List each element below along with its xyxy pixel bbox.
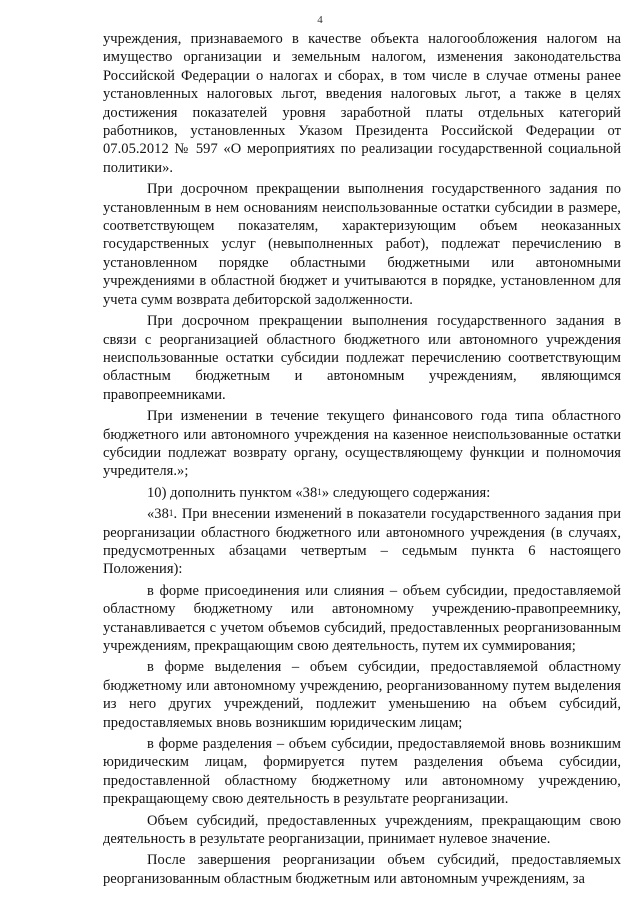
item-10-superscript: 1 [317, 486, 322, 497]
clause-38-1-text-before: «38 [147, 506, 169, 523]
document-body [103, 30, 621, 891]
item-10-text-after: » следующего содержания: [321, 484, 491, 501]
paragraph-reorganization-termination: При досрочном прекращении выполнения государственного задания в связи с реорганизацией областного бюджетного или автономного учреждения неиспользованные остатки субсидии подлежат перечислению соответствующим областным бюджетным и автономным учреждениям, являющимся правопреемниками. [103, 313, 621, 403]
paragraph-clause-38-1 [103, 505, 621, 579]
clause-38-1-superscript: 1 [168, 508, 174, 519]
paragraph-item-10 [103, 484, 621, 502]
page-number: 4 [317, 14, 323, 26]
paragraph-continuation: учреждения, признаваемого в качестве объекта налогообложения налогом на имущество организации и земельным налогом, изменения законодательства Российской Федерации о налогах и сборах, в том числе в случае отмены ранее установленных налоговых льгот, введения налоговых льгот, а также в целях достижения показателей уровня заработной платы отдельных категорий работников, установленных Указом Президента Российской Федерации от 07.05.2012 № 597 «О мероприятиях по реализации государственной социальной политики». [103, 31, 621, 176]
paragraph-zero-value: Объем субсидий, предоставленных учреждениям, прекращающим свою деятельность в результате реорганизации, принимает нулевое значение. [103, 812, 621, 848]
paragraph-after-reorganization: После завершения реорганизации объем субсидий, предоставляемых реорганизованным областным бюджетным или автономным учреждениям, за [103, 852, 621, 887]
paragraph-type-change: При изменении в течение текущего финансового года типа областного бюджетного или автономного учреждения на казенное неиспользованные остатки субсидии подлежат возврату органу, осуществляющему функции и полномочия учредителя.»; [103, 408, 621, 480]
clause-38-1-text-after: . При внесении изменений в показатели государственного задания при реорганизации областного бюджетного или автономного учреждения (в случаях, предусмотренных абзацами четвертым – седьмым пункта 6 настоящего Положения): [103, 506, 621, 578]
paragraph-merger-form: в форме присоединения или слияния – объем субсидии, предоставляемой областному бюджетному или автономному учреждению-правопреемнику, устанавливается с учетом объемов субсидий, предоставленных реорганизованным учреждениям, прекращающим свою деятельность, путем их суммирования; [103, 582, 621, 654]
paragraph-spin-off-form: в форме выделения – объем субсидии, предоставляемой областному бюджетному или автономному учреждению, реорганизованному путем выделения из него других учреждений, подлежит уменьшению на объем субсидий, предоставляемых вновь возникшим юридическим лицам; [103, 659, 621, 731]
paragraph-early-termination: При досрочном прекращении выполнения государственного задания по установленным в нем основаниям неиспользованные остатки субсидии в размере, соответствующем показателям, характеризующим объем неоказанных государственных услуг (невыполненных работ), подлежат перечислению в установленном порядке областными бюджетными или автономными учреждениями в областной бюджет и учитываются в порядке, установленном для учета сумм возврата дебиторской задолженности. [103, 181, 621, 308]
paragraph-division-form: в форме разделения – объем субсидии, предоставляемой вновь возникшим юридическим лицам, формируется путем разделения объема субсидии, предоставленной областному бюджетному или автономному учреждению, прекращающему свою деятельность в результате реорганизации. [103, 736, 621, 808]
item-10-text-before: 10) дополнить пунктом «38 [147, 484, 318, 501]
